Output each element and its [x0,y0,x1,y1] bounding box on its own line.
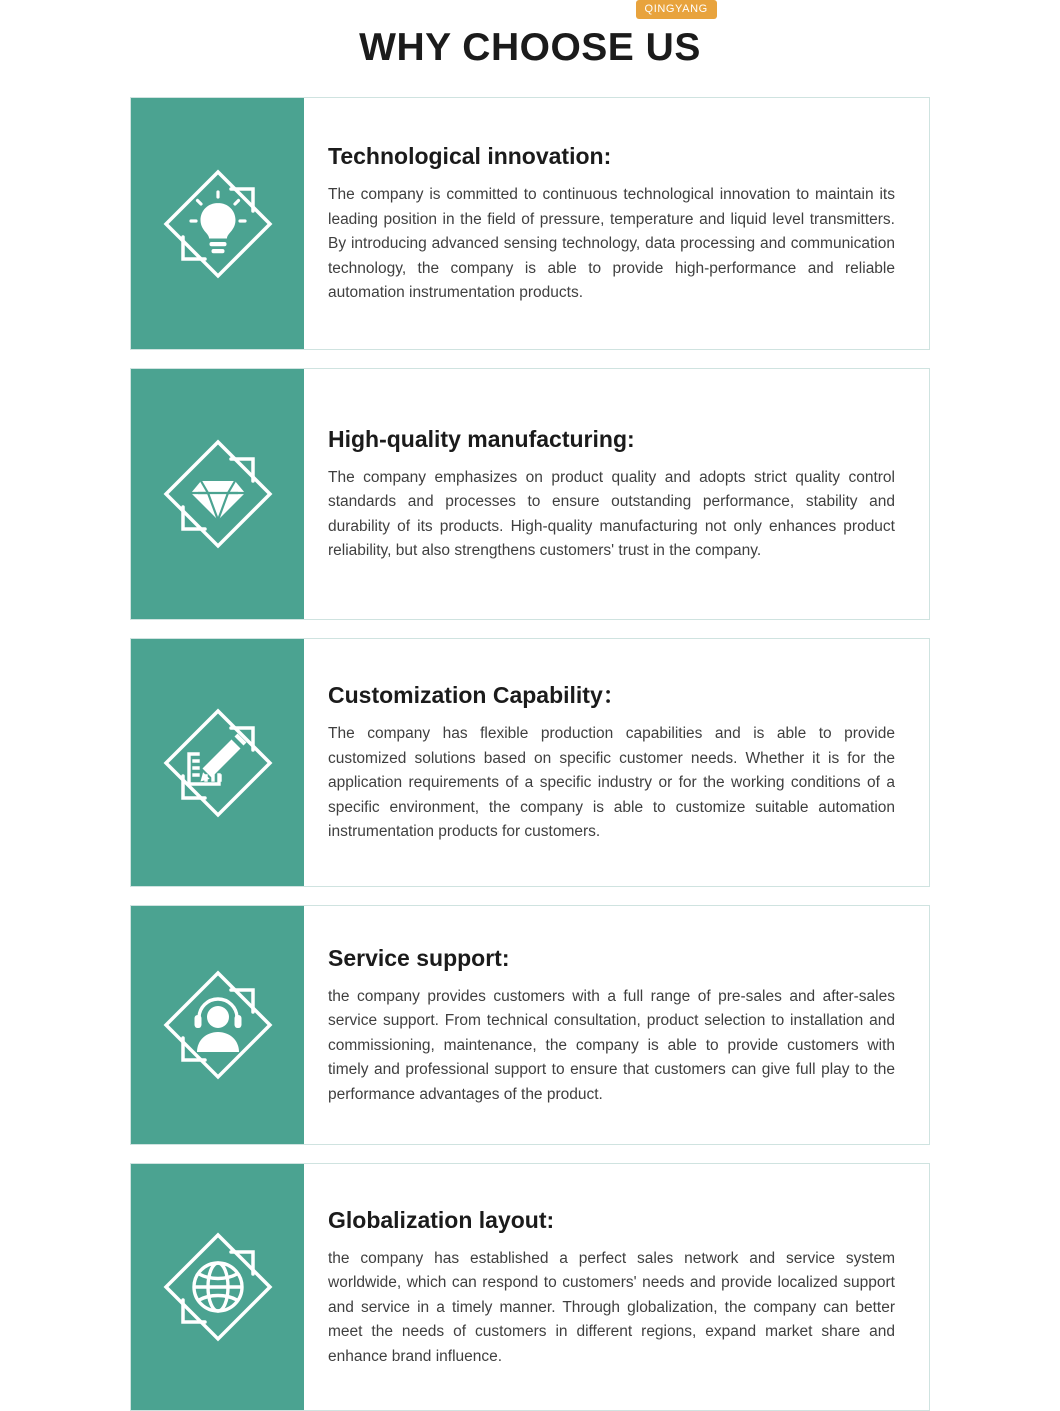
globe-icon [153,1222,283,1352]
feature-card-list [130,92,930,1411]
pencil-ruler-icon [153,698,283,828]
brand-badge: QINGYANG [636,0,717,19]
diamond-gem-icon [153,429,283,559]
feature-card [130,638,930,887]
card-heading: High-quality manufacturing: [328,426,635,453]
card-heading: Globalization layout: [328,1206,555,1233]
card-icon-panel [131,98,304,349]
page-header [0,0,1060,92]
page-title: WHY CHOOSE US [359,26,701,69]
card-body [304,906,929,1144]
feature-card [130,368,930,620]
card-text: the company has established a perfect sales network and service system worldwide, which can respond to customers' needs and provide localized support and service in a timely manner. Through globalization, the company can better meet the needs of customers in different regions, expand market share and enhance brand influence. [328,1249,895,1365]
card-body [304,98,929,349]
card-text: The company emphasizes on product quality and adopts strict quality control standards and processes to ensure outstanding performance, stability and durability of its products. High-quality manufacturing not only enhances product reliability, but also strengthens customers' trust in the company. [328,468,895,560]
card-icon-panel [131,369,304,619]
feature-card [130,1163,930,1411]
card-icon-panel [131,639,304,886]
card-body [304,1164,929,1410]
card-text: The company is committed to continuous technological innovation to maintain its leading position in the field of pressure, temperature and liquid level transmitters. By introducing advanced sensing technology, data processing and communication technology, the company is able to provide high-performance and reliable automation instrumentation products. [328,186,895,302]
feature-card [130,97,930,350]
card-body [304,639,929,886]
title-wrapper [359,3,708,69]
card-body [304,369,929,619]
card-icon-panel [131,1164,304,1410]
card-text: The company has flexible production capabilities and is able to provide customized solutions based on specific customer needs. Whether it is for the application requirements of a specific industry or for the working conditions of a specific environment, the company is able to customize suitable automation instrumentation products for customers. [328,725,895,841]
card-heading: Technological innovation: [328,143,612,170]
card-text: the company provides customers with a full range of pre-sales and after-sales service support. From technical consultation, product selection to installation and commissioning, maintenance, the company is able to provide customers with timely and professional support to ensure that customers can give full play to the performance advantages of the product. [328,987,895,1103]
lightbulb-icon [153,159,283,289]
feature-card [130,905,930,1145]
card-icon-panel [131,906,304,1144]
card-heading: Customization Capability： [328,682,626,709]
headset-support-icon [153,960,283,1090]
card-heading: Service support: [328,944,510,971]
